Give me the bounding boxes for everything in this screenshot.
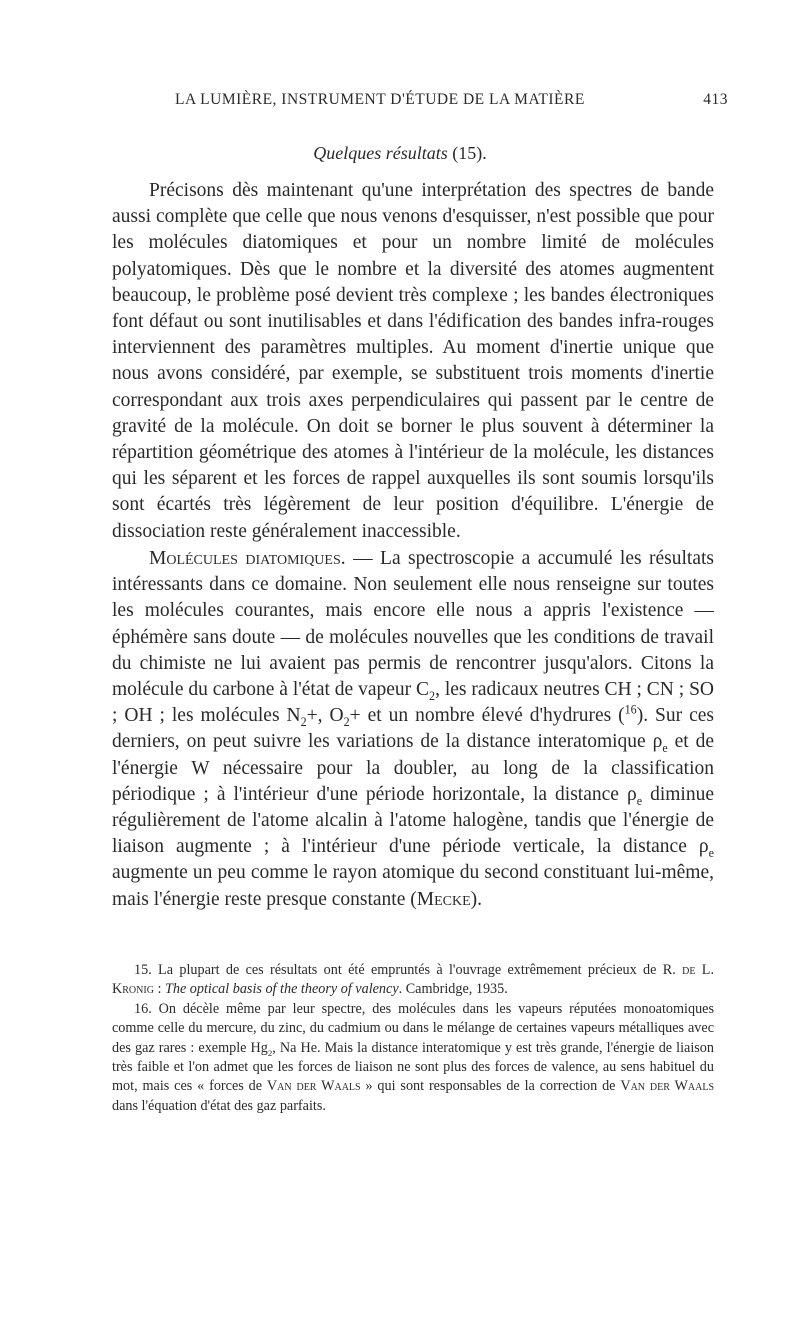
footnote-16: 16. On décèle même par leur spectre, des molécules dans les vapeurs réputées monoatomiques comme celle du mercure, du zinc, du cadmium ou dans le mélange de certaines vapeurs métalliques avec des gaz rares : exemple $Hg_2$, Na He. Mais la distance interatomique y est très grande, l'énergie de liaison très faible et l'on admet que les forces de liaison ne sont plus des forces de valence, au sens habituel du mot, mais ces « forces de Van der Waals » qui sont responsables de la correction de Van der Waals dans l'équation d'état des gaz parfaits.: [112, 1000, 715, 1114]
author-mecke: Mecke: [416, 888, 471, 910]
running-title: LA LUMIÈRE, INSTRUMENT D'ÉTUDE DE LA MATIÈRE: [175, 91, 585, 108]
section-title-text: Quelques résultats: [313, 143, 448, 163]
paragraph-2: Molécules diatomiques. — La spectroscopie a accumulé les résultats intéressants dans ce domaine. Non seulement elle nous renseigne sur toutes les molécules courantes, mais encore elle nous a appris l'existence — éphémère sans doute — de molécules nouvelles que les conditions de travail du chimiste ne lui avaient pas permis de rencontrer jusqu'alors. Citons la molécule du carbone à l'état de vapeur $C_2$, les radicaux neutres CH ; CN ; SO ; OH ; les molécules $N_2+$, $O_2+$ et un nombre élevé d'hydrures ($^{16}$). Sur ces derniers, on peut suivre les variations de la distance interatomique $\rho_e$ et de l'énergie W nécessaire pour la doubler, au long de la classification périodique ; à l'intérieur d'une période horizontale, la distance $\rho_e$ diminue régulièrement de l'atome alcalin à l'atome halogène, tandis que l'énergie de liaison augmente ; à l'intérieur d'une période verticale, la distance $\rho_e$ augmente un peu comme le rayon atomique du second constituant lui-même, mais l'énergie reste presque constante (Mecke).: [112, 548, 714, 910]
book-title: The optical basis of the theory of valency: [164, 981, 399, 998]
page-number: 413: [703, 91, 728, 108]
paragraph-1: Précisons dès maintenant qu'une interprétation des spectres de bande aussi complète que celle que nous venons d'esquisser, n'est possible que pour les molécules diatomiques et pour un nombre limité de molécules polyatomiques. Dès que le nombre et la diversité des atomes augmentent beaucoup, le problème posé devient très complexe ; les bandes électroniques font défaut ou sont inutilisables et dans l'édification des bandes infra-rouges interviennent des paramètres multiples. Au moment d'inertie unique que nous avons considéré, par exemple, se substituent trois moments d'inertie correspondant aux trois axes perpendiculaires qui passent par le centre de gravité de la molécule. On doit se borner le plus souvent à déterminer la répartition géométrique des atomes à l'intérieur de la molécule, les distances qui les séparent et les forces de rappel auxquelles ils sont soumis lorsqu'ils sont écartés très légèrement de leur position d'équilibre. L'énergie de dissociation reste généralement inaccessible.: [112, 180, 714, 542]
section-title-note-ref: (15).: [452, 143, 487, 163]
footnotes: [112, 961, 714, 1116]
footnote-ref-16[interactable]: 16: [624, 702, 637, 717]
section-title: [0, 143, 800, 164]
author-kronig: Kronig: [112, 981, 154, 998]
paragraph-2-heading: Molécules diatomiques.: [149, 548, 346, 569]
footnote-15: 15. La plupart de ces résultats ont été empruntés à l'ouvrage extrêmement précieux de R. de L. Kronig : The optical basis of the theory of valency. Cambridge, 1935.: [112, 962, 715, 998]
author-van-der-waals: Van der Waals: [266, 1078, 361, 1095]
